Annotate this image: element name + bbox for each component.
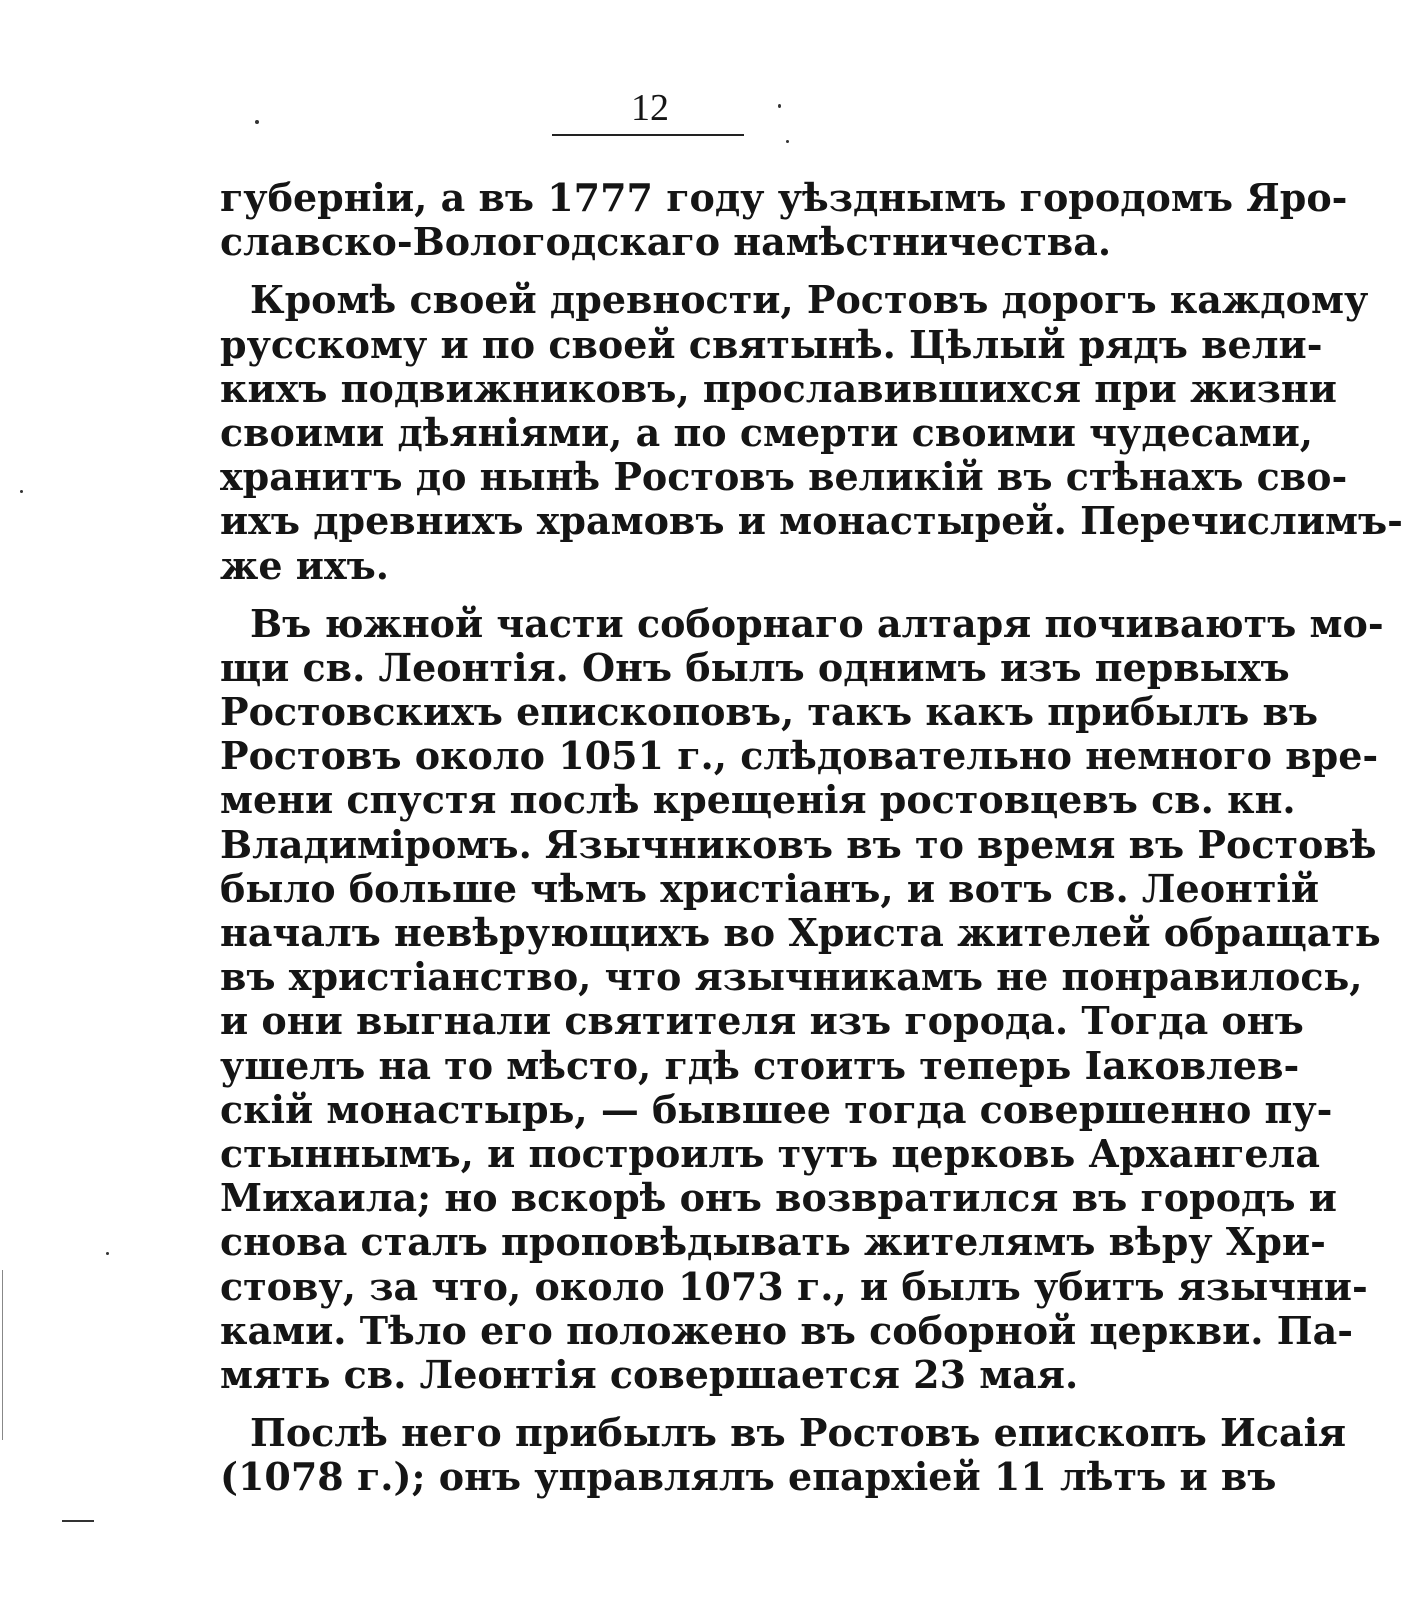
- body-text: [220, 175, 1403, 1500]
- text-line: ушелъ на то мѣсто, гдѣ стоитъ теперь Іаковлев-: [220, 1042, 1300, 1088]
- text-line: снова сталъ проповѣдывать жителямъ вѣру Хри-: [220, 1219, 1326, 1265]
- paragraph-gap: [220, 1397, 1080, 1411]
- paragraph-gap: [220, 264, 1080, 278]
- text-line: Въ южной части соборнаго алтаря почиваютъ мо-: [250, 600, 1384, 646]
- text-line: русскому и по своей святынѣ. Цѣлый рядъ вели-: [220, 321, 1323, 367]
- margin-dash: [62, 1520, 94, 1522]
- text-line: хранитъ до нынѣ Ростовъ великій въ стѣнахъ сво-: [220, 454, 1348, 500]
- scan-speck: [20, 490, 23, 493]
- text-line: началъ невѣрующихъ во Христа жителей обращать: [220, 910, 1381, 955]
- page-number: 12: [631, 87, 669, 129]
- text-line: стову, за что, около 1073 г., и былъ убитъ язычни-: [220, 1263, 1368, 1309]
- text-line: кихъ подвижниковъ, прославившихся при жизни: [220, 365, 1337, 411]
- scan-speck: [778, 104, 781, 108]
- text-line: же ихъ.: [220, 542, 389, 588]
- scan-speck: [786, 140, 789, 143]
- text-line: губерніи, а въ 1777 году уѣзднымъ городомъ Яро-: [220, 175, 1348, 220]
- text-line: было больше чѣмъ христіанъ, и вотъ св. Леонтій: [220, 865, 1320, 911]
- text-line: Владиміромъ. Язычниковъ въ то время въ Ростовѣ: [220, 821, 1377, 867]
- text-line: славско-Вологодскаго намѣстничества.: [220, 219, 1112, 265]
- text-line: своими дѣяніями, а по смерти своими чудесами,: [220, 409, 1314, 455]
- text-line: щи св. Леонтія. Онъ былъ однимъ изъ первыхъ: [220, 644, 1290, 690]
- page-number-rule: [552, 134, 744, 136]
- scan-speck: [255, 120, 259, 124]
- text-line: Ростовъ около 1051 г., слѣдовательно немного вре-: [220, 733, 1379, 779]
- text-line: ихъ древнихъ храмовъ и монастырей. Перечислимъ-: [220, 498, 1403, 544]
- text-line: Михаила; но вскорѣ онъ возвратился въ городъ и: [220, 1175, 1337, 1221]
- text-line: (1078 г.); онъ управлялъ епархіей 11 лѣтъ и въ: [220, 1454, 1277, 1500]
- text-line: Кромѣ своей древности, Ростовъ дорогъ каждому: [250, 277, 1369, 323]
- text-line: Ростовскихъ епископовъ, такъ какъ прибылъ въ: [220, 689, 1319, 735]
- text-line: и они выгнали святителя изъ города. Тогда онъ: [220, 998, 1304, 1044]
- paragraph-gap: [220, 588, 1080, 602]
- margin-mark: [2, 1270, 3, 1440]
- scan-speck: [106, 1252, 109, 1255]
- text-line: Послѣ него прибылъ въ Ростовъ епископъ Исаія: [250, 1410, 1347, 1456]
- text-line: скій монастырь, — бывшее тогда совершенно пу-: [220, 1086, 1333, 1132]
- text-line: мять св. Леонтія совершается 23 мая.: [220, 1351, 1079, 1397]
- text-line: ками. Тѣло его положено въ соборной церкви. Па-: [220, 1307, 1354, 1353]
- text-line: мени спустя послѣ крещенія ростовцевъ св. кн.: [220, 777, 1296, 823]
- text-line: въ христіанство, что язычникамъ не понравилось,: [220, 954, 1363, 1000]
- text-line: стыннымъ, и построилъ тутъ церковь Архангела: [220, 1130, 1320, 1176]
